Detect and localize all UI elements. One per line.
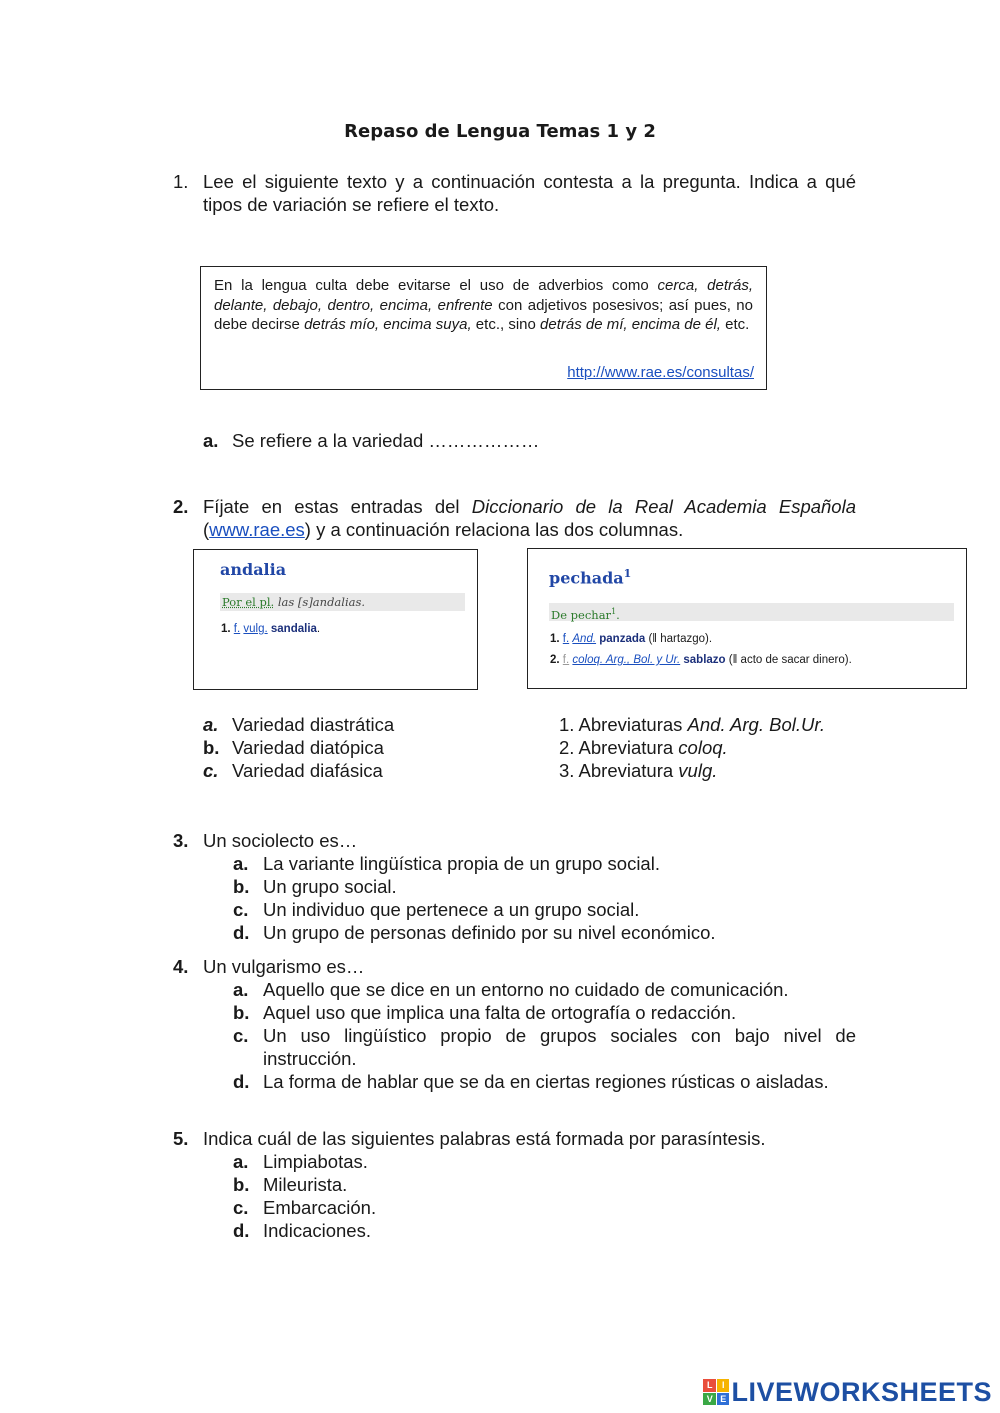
option-label: c. [233, 1025, 249, 1046]
q2-number: 2. [173, 496, 189, 517]
option-text[interactable]: Un grupo social. [263, 876, 397, 897]
option-text[interactable]: Aquel uso que implica una falta de ortografía o redacción. [263, 1002, 737, 1023]
option-label: d. [233, 1220, 250, 1241]
match-left-item[interactable]: Variedad diafásica [232, 760, 383, 781]
option-text[interactable]: Un individuo que pertenece a un grupo social. [263, 899, 640, 920]
match-right-item[interactable]: 2. Abreviatura coloq. [559, 737, 728, 758]
quote-source-link[interactable]: http://www.rae.es/consultas/ [567, 363, 754, 381]
option-text[interactable]: Embarcación. [263, 1197, 377, 1218]
dict-entry-andalia [193, 549, 478, 690]
q1-number: 1. [173, 171, 189, 192]
q2-text: Fíjate en estas entradas del Diccionario de la Real Academia Española (www.rae.es) y a continuación relaciona las dos columnas. [203, 496, 856, 540]
option-text[interactable]: Indicaciones. [263, 1220, 371, 1241]
option-text[interactable]: La forma de hablar que se da en ciertas regiones rústicas o aisladas. [263, 1071, 829, 1092]
logo-text: LIVEWORKSHEETS [731, 1376, 992, 1407]
dict-sense: 1. f. vulg. sandalia. [221, 623, 321, 635]
option-text[interactable]: Mileurista. [263, 1174, 348, 1195]
option-label: a. [233, 853, 249, 874]
option-text[interactable]: Un grupo de personas definido por su nivel económico. [263, 922, 716, 943]
option-text[interactable]: La variante lingüística propia de un grupo social. [263, 853, 660, 874]
option-label: a. [233, 1151, 249, 1172]
dict-sense-1: 1. f. And. panzada (‖ hartazgo). [550, 633, 713, 645]
q1-a-label: a. [203, 430, 219, 451]
q3-number: 3. [173, 830, 189, 851]
option-label: b. [233, 876, 250, 897]
option-label: b. [233, 1002, 250, 1023]
logo-mark-icon: L I V E [703, 1379, 729, 1405]
rae-link[interactable]: www.rae.es [209, 519, 305, 540]
dict-headword: andalia [220, 560, 287, 579]
option-label: c. [233, 899, 249, 920]
q4-number: 4. [173, 956, 189, 977]
rae-quote-box [200, 266, 767, 390]
option-text[interactable]: Un uso lingüístico propio de grupos sociales con bajo nivel de instrucción. [263, 1025, 856, 1069]
q3-text: Un sociolecto es… [203, 830, 358, 851]
liveworksheets-logo[interactable] [703, 1377, 992, 1407]
match-left-item[interactable]: Variedad diatópica [232, 737, 384, 758]
dict-etymology: De pechar$^1$. [549, 603, 954, 621]
quote-text: En la lengua culta debe evitarse el uso de adverbios como cerca, detrás, delante, debajo, dentro, encima, enfrente con adjetivos posesivos; así pues, no debe decirse detrás mío, encima suya, etc., sino detrás de mí, encima de él, etc. [214, 277, 754, 333]
option-text[interactable]: Aquello que se dice en un entorno no cuidado de comunicación. [263, 979, 789, 1000]
q1-a-answer[interactable]: Se refiere a la variedad ……………… [232, 430, 540, 451]
option-text[interactable]: Limpiabotas. [263, 1151, 368, 1172]
dict-sense-2: 2. f. coloq. Arg., Bol. y Ur. sablazo (‖ acto de sacar dinero). [550, 654, 852, 666]
dict-etymology: Por el pl. las [s]andalias. [220, 593, 465, 611]
option-label: b. [233, 1174, 250, 1195]
page-title: Repaso de Lengua Temas 1 y 2 [344, 121, 656, 142]
match-left-label: b. [203, 737, 220, 758]
match-left-item[interactable]: Variedad diastrática [232, 714, 395, 735]
q4-text: Un vulgarismo es… [203, 956, 365, 977]
q1-text: Lee el siguiente texto y a continuación contesta a la pregunta. Indica a qué tipos de variación se refiere el texto. [203, 171, 856, 215]
match-left-label: c. [203, 760, 219, 781]
dict-entry-pechada [527, 548, 967, 689]
option-label: d. [233, 1071, 250, 1092]
match-right-item[interactable]: 1. Abreviaturas And. Arg. Bol.Ur. [559, 714, 825, 735]
q5-text: Indica cuál de las siguientes palabras está formada por parasíntesis. [203, 1128, 766, 1149]
q5-number: 5. [173, 1128, 189, 1149]
match-left-label: a. [203, 714, 219, 735]
option-label: c. [233, 1197, 249, 1218]
option-label: a. [233, 979, 249, 1000]
dict-headword: pechada$^1$ [549, 567, 632, 588]
match-right-item[interactable]: 3. Abreviatura vulg. [559, 760, 718, 781]
option-label: d. [233, 922, 250, 943]
